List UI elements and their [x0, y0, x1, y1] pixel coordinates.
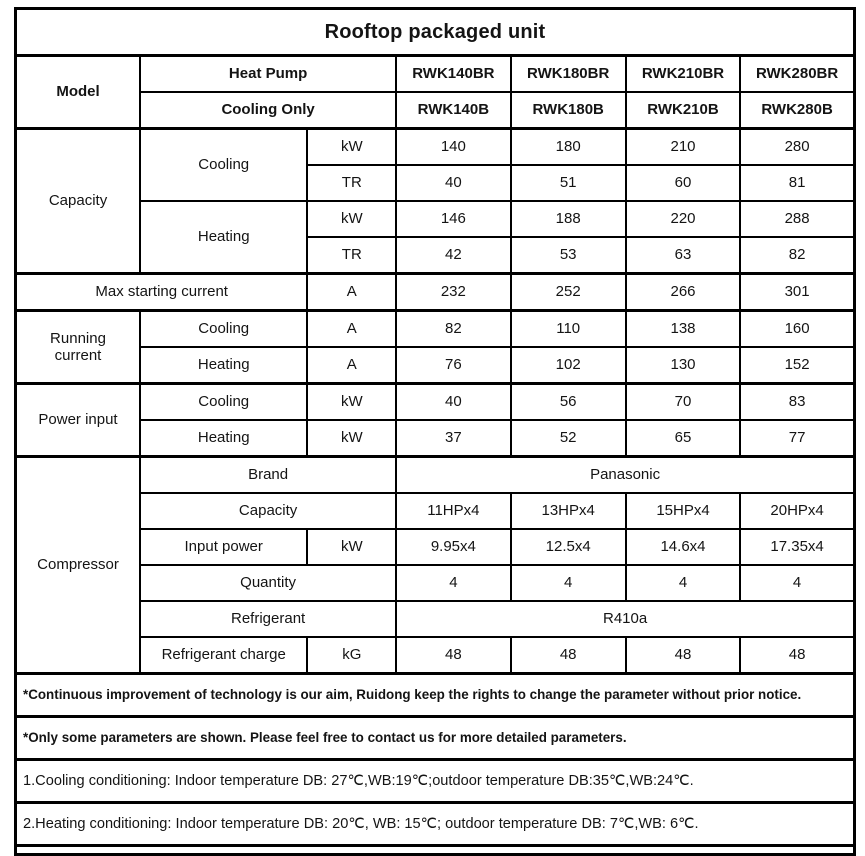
- spec-value-cell: 42: [396, 237, 510, 274]
- spec-value-cell: 48: [511, 637, 626, 674]
- unit-cell: kG: [307, 637, 396, 674]
- spec-value-cell: 266: [626, 274, 740, 311]
- spec-value-cell: 83: [740, 384, 854, 421]
- condition-cooling: 1.Cooling conditioning: Indoor temperature DB: 27℃,WB:19℃;outdoor temperature DB:35℃,WB:24℃.: [16, 760, 855, 803]
- spec-value-cell: 48: [626, 637, 740, 674]
- spec-value-cell: 77: [740, 420, 854, 457]
- capacity-cooling-label: Cooling: [140, 129, 307, 202]
- refrigerant-value: R410a: [396, 601, 854, 637]
- model-header-cell: Model: [16, 56, 141, 129]
- power-heating-label: Heating: [140, 420, 307, 457]
- spec-value-cell: 63: [626, 237, 740, 274]
- spec-value-cell: 15HPx4: [626, 493, 740, 529]
- unit-cell: A: [307, 311, 396, 348]
- refrigerant-label: Refrigerant: [140, 601, 396, 637]
- footnote-improvement: *Continuous improvement of technology is our aim, Ruidong keep the rights to change the parameter without prior notice.: [16, 674, 855, 717]
- running-heating-label: Heating: [140, 347, 307, 384]
- running-current-section-label: [16, 311, 141, 384]
- spec-value-cell: 82: [740, 237, 854, 274]
- page-title: Rooftop packaged unit: [16, 9, 855, 56]
- model-name-cell: RWK210BR: [626, 56, 740, 93]
- spec-value-cell: 65: [626, 420, 740, 457]
- compressor-section-label: Compressor: [16, 457, 141, 674]
- unit-cell: kW: [307, 529, 396, 565]
- refrigerant-charge-label: Refrigerant charge: [140, 637, 307, 674]
- unit-cell: A: [307, 347, 396, 384]
- spec-value-cell: 4: [626, 565, 740, 601]
- compressor-brand-label: Brand: [140, 457, 396, 494]
- spec-value-cell: 220: [626, 201, 740, 237]
- spec-value-cell: 280: [740, 129, 854, 166]
- spec-value-cell: 13HPx4: [511, 493, 626, 529]
- spec-value-cell: 102: [511, 347, 626, 384]
- unit-cell: A: [307, 274, 396, 311]
- model-name-cell: RWK140BR: [396, 56, 510, 93]
- spec-value-cell: 110: [511, 311, 626, 348]
- spec-value-cell: 40: [396, 165, 510, 201]
- power-input-section-label: Power input: [16, 384, 141, 457]
- running-cooling-label: Cooling: [140, 311, 307, 348]
- unit-cell: kW: [307, 420, 396, 457]
- spec-value-cell: 130: [626, 347, 740, 384]
- unit-cell: TR: [307, 237, 396, 274]
- spec-value-cell: 188: [511, 201, 626, 237]
- model-name-cell: RWK280BR: [740, 56, 854, 93]
- compressor-input-power-label: Input power: [140, 529, 307, 565]
- model-name-cell: RWK180BR: [511, 56, 626, 93]
- spec-value-cell: 140: [396, 129, 510, 166]
- spec-value-cell: 288: [740, 201, 854, 237]
- spec-value-cell: 210: [626, 129, 740, 166]
- spec-value-cell: 48: [396, 637, 510, 674]
- spec-value-cell: 232: [396, 274, 510, 311]
- spec-value-cell: 37: [396, 420, 510, 457]
- compressor-quantity-label: Quantity: [140, 565, 396, 601]
- capacity-section-label: Capacity: [16, 129, 141, 274]
- spec-table: [14, 7, 856, 856]
- spec-value-cell: 4: [740, 565, 854, 601]
- spec-value-cell: 51: [511, 165, 626, 201]
- unit-cell: kW: [307, 129, 396, 166]
- unit-cell: TR: [307, 165, 396, 201]
- model-name-cell: RWK280B: [740, 92, 854, 129]
- spec-value-cell: 20HPx4: [740, 493, 854, 529]
- spec-value-cell: 146: [396, 201, 510, 237]
- compressor-capacity-label: Capacity: [140, 493, 396, 529]
- spec-value-cell: 138: [626, 311, 740, 348]
- model-name-cell: RWK140B: [396, 92, 510, 129]
- spec-value-cell: 12.5x4: [511, 529, 626, 565]
- max-starting-current-label: Max starting current: [16, 274, 308, 311]
- running-current-label-text: Running current: [50, 329, 106, 364]
- spec-value-cell: 11HPx4: [396, 493, 510, 529]
- spec-value-cell: 14.6x4: [626, 529, 740, 565]
- power-cooling-label: Cooling: [140, 384, 307, 421]
- model-name-cell: RWK210B: [626, 92, 740, 129]
- unit-cell: kW: [307, 384, 396, 421]
- spec-value-cell: 70: [626, 384, 740, 421]
- spec-value-cell: 160: [740, 311, 854, 348]
- spec-value-cell: 48: [740, 637, 854, 674]
- spec-value-cell: 52: [511, 420, 626, 457]
- spec-value-cell: 76: [396, 347, 510, 384]
- cooling-only-label: Cooling Only: [140, 92, 396, 129]
- spec-value-cell: 4: [511, 565, 626, 601]
- spec-value-cell: 180: [511, 129, 626, 166]
- spec-value-cell: 81: [740, 165, 854, 201]
- model-name-cell: RWK180B: [511, 92, 626, 129]
- spec-value-cell: 252: [511, 274, 626, 311]
- compressor-brand-value: Panasonic: [396, 457, 854, 494]
- spec-sheet: [14, 7, 856, 856]
- spec-value-cell: 40: [396, 384, 510, 421]
- spec-value-cell: 82: [396, 311, 510, 348]
- spec-value-cell: 9.95x4: [396, 529, 510, 565]
- spec-value-cell: 152: [740, 347, 854, 384]
- spec-value-cell: 60: [626, 165, 740, 201]
- spec-value-cell: 53: [511, 237, 626, 274]
- footnote-parameters: *Only some parameters are shown. Please feel free to contact us for more detailed parameters.: [16, 717, 855, 760]
- heat-pump-label: Heat Pump: [140, 56, 396, 93]
- spec-value-cell: 301: [740, 274, 854, 311]
- empty-bottom-row: [16, 846, 855, 855]
- spec-value-cell: 17.35x4: [740, 529, 854, 565]
- spec-value-cell: 56: [511, 384, 626, 421]
- unit-cell: kW: [307, 201, 396, 237]
- condition-heating: 2.Heating conditioning: Indoor temperature DB: 20℃, WB: 15℃; outdoor temperature DB: 7℃,WB: 6℃.: [16, 803, 855, 846]
- capacity-heating-label: Heating: [140, 201, 307, 274]
- spec-value-cell: 4: [396, 565, 510, 601]
